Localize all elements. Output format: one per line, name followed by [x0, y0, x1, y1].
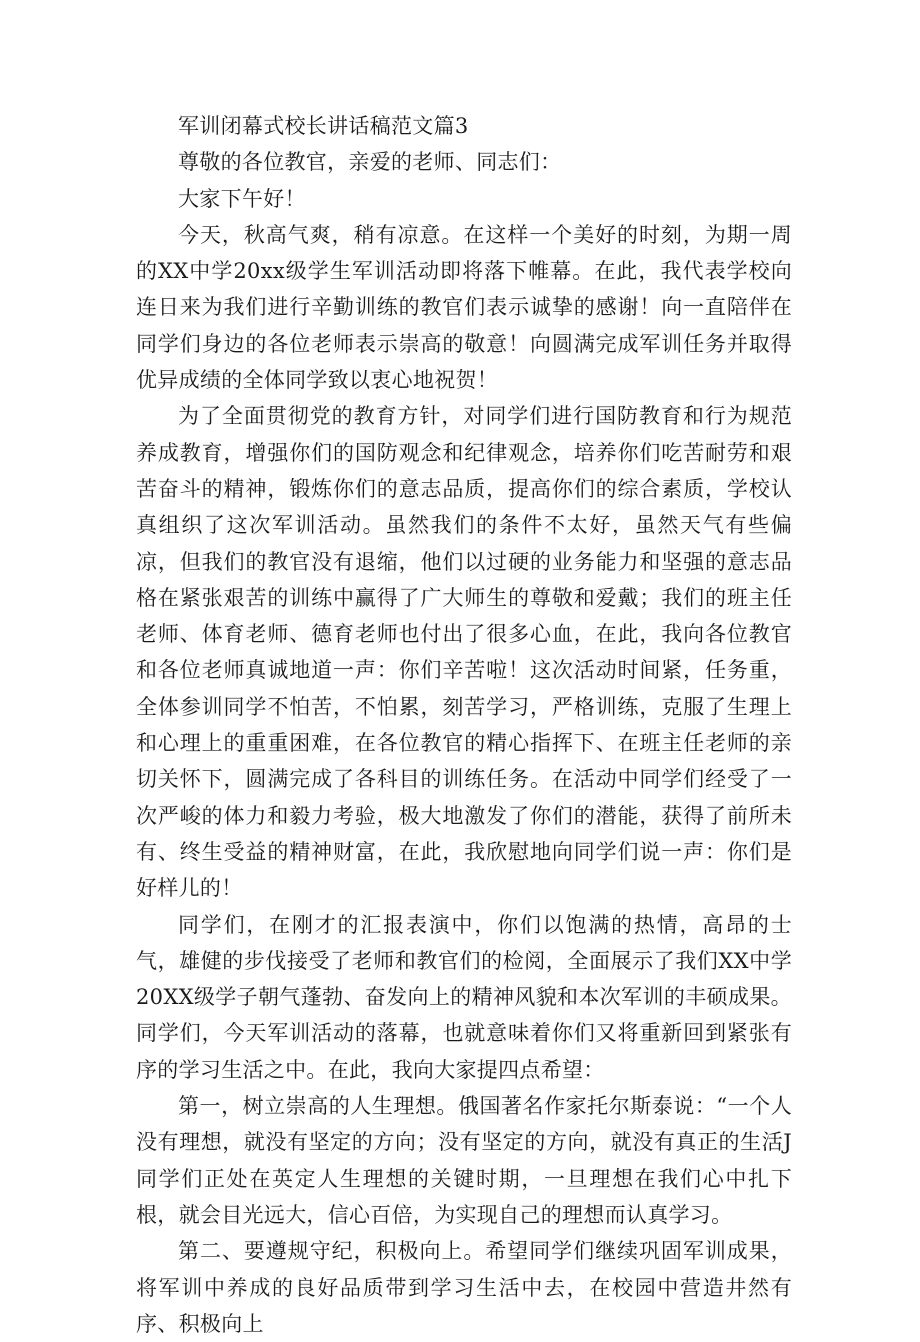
greeting: 大家下午好！: [178, 186, 306, 211]
paragraph-opening: 今天，秋高气爽，稍有凉意。在这样一个美好的时刻，为期一周的XX中学20xx级学生军训活动即将落下帷幕。在此，我代表学校向连日来为我们进行辛勤训练的教官们表示诚挚的感谢！向一直陪伴在同学们身边的各位老师表示崇高的敬意！向圆满完成军训任务并取得优异成绩的全体同学致以衷心地祝贺！: [136, 222, 792, 393]
paragraph-hope-one: 第一，树立崇高的人生理想。俄国著名作家托尔斯泰说：“一个人没有理想，就没有坚定的方向；没有坚定的方向，就没有真正的生活J同学们正处在英定人生理想的关键时期，一旦理想在我们心中扎下根，就会目光远大，信心百倍，为实现自己的理想而认真学习。: [136, 1094, 792, 1227]
document-title: 军训闭幕式校长讲话稿范文篇3: [178, 114, 469, 138]
document-body: [136, 108, 792, 1342]
paragraph-review: 同学们，在刚才的汇报表演中，你们以饱满的热情，高昂的士气，雄健的步伐接受了老师和教官们的检阅，全面展示了我们XX中学20XX级学子朝气蓬勃、奋发向上的精神风貌和本次军训的丰硕成果。同学们，今天军训活动的落幕，也就意味着你们又将重新回到紧张有序的学习生活之中。在此，我向大家提四点希望：: [136, 912, 792, 1082]
paragraph-purpose: 为了全面贯彻党的教育方针，对同学们进行国防教育和行为规范养成教育，增强你们的国防观念和纪律观念，培养你们吃苦耐劳和艰苦奋斗的精神，锻炼你们的意志品质，提高你们的综合素质，学校认真组织了这次军训活动。虽然我们的条件不太好，虽然天气有些偏凉，但我们的教官没有退缩，他们以过硬的业务能力和坚强的意志品格在紧张艰苦的训练中赢得了广大师生的尊敬和爱戴；我们的班主任老师、体育老师、德育老师也付出了很多心血，在此，我向各位教官和各位老师真诚地道一声：你们辛苦啦！这次活动时间紧，任务重，全体参训同学不怕苦，不怕累，刻苦学习，严格训练，克服了生理上和心理上的重重困难，在各位教官的精心指挥下、在班主任老师的亲切关怀下，圆满完成了各科目的训练任务。在活动中同学们经受了一次严峻的体力和毅力考验，极大地激发了你们的潜能，获得了前所未有、终生受益的精神财富，在此，我欣慰地向同学们说一声：你们是好样儿的！: [136, 404, 792, 901]
paragraph-hope-two: 第二、要遵规守纪，积极向上。希望同学们继续巩固军训成果，将军训中养成的良好品质带到学习生活中去，在校园中营造井然有序、积极向上: [136, 1239, 792, 1336]
salutation: 尊敬的各位教官，亲爱的老师、同志们：: [178, 150, 562, 175]
